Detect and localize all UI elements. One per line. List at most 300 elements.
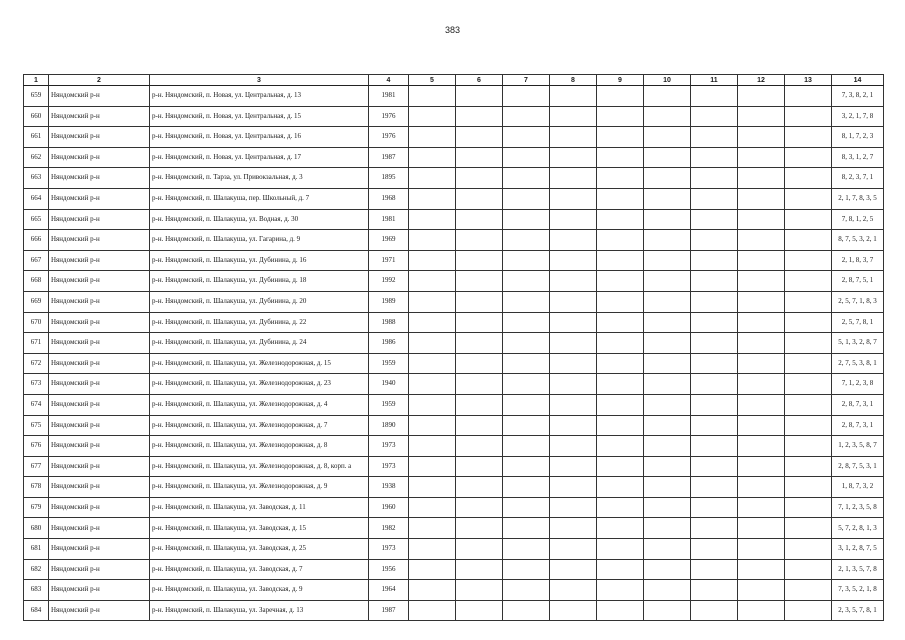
empty-cell-col-11 (691, 518, 738, 539)
empty-cell-col-12 (738, 436, 785, 457)
year-cell: 1938 (369, 477, 409, 498)
address-cell: р-н. Няндомский, п. Шалакуша, ул. Водная, д. 30 (150, 209, 369, 230)
empty-cell-col-5 (409, 271, 456, 292)
code-cell: 2, 8, 7, 3, 1 (832, 415, 884, 436)
district-cell: Няндомский р-н (49, 353, 150, 374)
row-number-cell: 681 (24, 539, 49, 560)
row-number-cell: 672 (24, 353, 49, 374)
empty-cell-col-7 (503, 147, 550, 168)
empty-cell-col-8 (550, 477, 597, 498)
empty-cell-col-10 (644, 559, 691, 580)
empty-cell-col-8 (550, 518, 597, 539)
empty-cell-col-8 (550, 106, 597, 127)
empty-cell-col-9 (597, 353, 644, 374)
empty-cell-col-5 (409, 353, 456, 374)
empty-cell-col-9 (597, 271, 644, 292)
empty-cell-col-6 (456, 456, 503, 477)
empty-cell-col-8 (550, 333, 597, 354)
empty-cell-col-9 (597, 333, 644, 354)
empty-cell-col-8 (550, 539, 597, 560)
year-cell: 1895 (369, 168, 409, 189)
district-cell: Няндомский р-н (49, 580, 150, 601)
table-row (24, 394, 884, 415)
empty-cell-col-9 (597, 230, 644, 251)
district-cell: Няндомский р-н (49, 291, 150, 312)
row-number-cell: 682 (24, 559, 49, 580)
empty-cell-col-8 (550, 456, 597, 477)
year-cell: 1981 (369, 86, 409, 107)
table-row (24, 600, 884, 621)
empty-cell-col-12 (738, 518, 785, 539)
empty-cell-col-8 (550, 559, 597, 580)
column-header-6: 6 (456, 75, 503, 86)
row-number-cell: 675 (24, 415, 49, 436)
empty-cell-col-7 (503, 497, 550, 518)
empty-cell-col-11 (691, 497, 738, 518)
empty-cell-col-5 (409, 436, 456, 457)
year-cell: 1959 (369, 394, 409, 415)
empty-cell-col-11 (691, 209, 738, 230)
code-cell: 8, 3, 1, 2, 7 (832, 147, 884, 168)
district-cell: Няндомский р-н (49, 106, 150, 127)
address-cell: р-н. Няндомский, п. Шалакуша, ул. Железнодорожная, д. 9 (150, 477, 369, 498)
empty-cell-col-5 (409, 188, 456, 209)
address-cell: р-н. Няндомский, п. Шалакуша, ул. Железнодорожная, д. 7 (150, 415, 369, 436)
empty-cell-col-9 (597, 436, 644, 457)
row-number-cell: 676 (24, 436, 49, 457)
empty-cell-col-10 (644, 518, 691, 539)
row-number-cell: 680 (24, 518, 49, 539)
address-cell: р-н. Няндомский, п. Шалакуша, ул. Железнодорожная, д. 23 (150, 374, 369, 395)
empty-cell-col-13 (785, 456, 832, 477)
empty-cell-col-10 (644, 374, 691, 395)
table-row (24, 539, 884, 560)
address-cell: р-н. Няндомский, п. Шалакуша, пер. Школьный, д. 7 (150, 188, 369, 209)
code-cell: 8, 1, 7, 2, 3 (832, 127, 884, 148)
year-cell: 1976 (369, 106, 409, 127)
register-table (23, 74, 884, 621)
empty-cell-col-7 (503, 518, 550, 539)
empty-cell-col-6 (456, 559, 503, 580)
empty-cell-col-10 (644, 86, 691, 107)
code-cell: 3, 2, 1, 7, 8 (832, 106, 884, 127)
empty-cell-col-10 (644, 209, 691, 230)
empty-cell-col-5 (409, 539, 456, 560)
empty-cell-col-6 (456, 106, 503, 127)
empty-cell-col-12 (738, 456, 785, 477)
empty-cell-col-10 (644, 539, 691, 560)
empty-cell-col-11 (691, 436, 738, 457)
empty-cell-col-6 (456, 209, 503, 230)
empty-cell-col-5 (409, 333, 456, 354)
year-cell: 1956 (369, 559, 409, 580)
empty-cell-col-13 (785, 333, 832, 354)
column-header-2: 2 (49, 75, 150, 86)
empty-cell-col-8 (550, 415, 597, 436)
empty-cell-col-12 (738, 86, 785, 107)
empty-cell-col-13 (785, 497, 832, 518)
year-cell: 1973 (369, 539, 409, 560)
table-row (24, 415, 884, 436)
empty-cell-col-11 (691, 188, 738, 209)
empty-cell-col-12 (738, 333, 785, 354)
empty-cell-col-12 (738, 209, 785, 230)
row-number-cell: 664 (24, 188, 49, 209)
code-cell: 2, 5, 7, 1, 8, 3 (832, 291, 884, 312)
empty-cell-col-5 (409, 250, 456, 271)
empty-cell-col-10 (644, 600, 691, 621)
empty-cell-col-11 (691, 250, 738, 271)
empty-cell-col-6 (456, 168, 503, 189)
column-header-10: 10 (644, 75, 691, 86)
empty-cell-col-9 (597, 600, 644, 621)
empty-cell-col-9 (597, 539, 644, 560)
year-cell: 1992 (369, 271, 409, 292)
empty-cell-col-11 (691, 353, 738, 374)
row-number-cell: 678 (24, 477, 49, 498)
year-cell: 1940 (369, 374, 409, 395)
table-body (24, 86, 884, 621)
empty-cell-col-11 (691, 559, 738, 580)
empty-cell-col-8 (550, 250, 597, 271)
empty-cell-col-8 (550, 436, 597, 457)
address-cell: р-н. Няндомский, п. Шалакуша, ул. Железнодорожная, д. 8 (150, 436, 369, 457)
year-cell: 1981 (369, 209, 409, 230)
table-row (24, 477, 884, 498)
empty-cell-col-8 (550, 127, 597, 148)
empty-cell-col-10 (644, 188, 691, 209)
table-row (24, 127, 884, 148)
page-number: 383 (444, 25, 461, 35)
empty-cell-col-12 (738, 415, 785, 436)
empty-cell-col-11 (691, 477, 738, 498)
empty-cell-col-12 (738, 539, 785, 560)
empty-cell-col-10 (644, 291, 691, 312)
empty-cell-col-8 (550, 600, 597, 621)
empty-cell-col-9 (597, 374, 644, 395)
empty-cell-col-13 (785, 477, 832, 498)
district-cell: Няндомский р-н (49, 456, 150, 477)
empty-cell-col-13 (785, 106, 832, 127)
row-number-cell: 662 (24, 147, 49, 168)
table-row (24, 188, 884, 209)
empty-cell-col-5 (409, 518, 456, 539)
empty-cell-col-5 (409, 209, 456, 230)
table-row (24, 147, 884, 168)
year-cell: 1959 (369, 353, 409, 374)
column-header-1: 1 (24, 75, 49, 86)
year-cell: 1987 (369, 600, 409, 621)
code-cell: 2, 8, 7, 5, 1 (832, 271, 884, 292)
empty-cell-col-11 (691, 86, 738, 107)
district-cell: Няндомский р-н (49, 374, 150, 395)
empty-cell-col-7 (503, 86, 550, 107)
year-cell: 1960 (369, 497, 409, 518)
address-cell: р-н. Няндомский, п. Шалакуша, ул. Заводская, д. 25 (150, 539, 369, 560)
empty-cell-col-9 (597, 168, 644, 189)
empty-cell-col-9 (597, 559, 644, 580)
empty-cell-col-8 (550, 312, 597, 333)
column-header-9: 9 (597, 75, 644, 86)
code-cell: 2, 1, 8, 3, 7 (832, 250, 884, 271)
year-cell: 1982 (369, 518, 409, 539)
empty-cell-col-12 (738, 559, 785, 580)
empty-cell-col-7 (503, 209, 550, 230)
empty-cell-col-11 (691, 456, 738, 477)
row-number-cell: 660 (24, 106, 49, 127)
row-number-cell: 669 (24, 291, 49, 312)
empty-cell-col-13 (785, 209, 832, 230)
address-cell: р-н. Няндомский, п. Шалакуша, ул. Дубинина, д. 18 (150, 271, 369, 292)
empty-cell-col-9 (597, 209, 644, 230)
empty-cell-col-13 (785, 250, 832, 271)
empty-cell-col-5 (409, 559, 456, 580)
empty-cell-col-12 (738, 271, 785, 292)
table-row (24, 518, 884, 539)
empty-cell-col-9 (597, 580, 644, 601)
empty-cell-col-8 (550, 374, 597, 395)
code-cell: 8, 7, 5, 3, 2, 1 (832, 230, 884, 251)
address-cell: р-н. Няндомский, п. Новая, ул. Центральная, д. 16 (150, 127, 369, 148)
empty-cell-col-6 (456, 312, 503, 333)
row-number-cell: 668 (24, 271, 49, 292)
year-cell: 1973 (369, 456, 409, 477)
code-cell: 3, 1, 2, 8, 7, 5 (832, 539, 884, 560)
code-cell: 7, 3, 8, 2, 1 (832, 86, 884, 107)
empty-cell-col-9 (597, 147, 644, 168)
table-row (24, 353, 884, 374)
empty-cell-col-11 (691, 147, 738, 168)
empty-cell-col-5 (409, 230, 456, 251)
empty-cell-col-9 (597, 291, 644, 312)
address-cell: р-н. Няндомский, п. Шалакуша, ул. Заводская, д. 15 (150, 518, 369, 539)
empty-cell-col-10 (644, 394, 691, 415)
empty-cell-col-6 (456, 436, 503, 457)
row-number-cell: 684 (24, 600, 49, 621)
empty-cell-col-6 (456, 353, 503, 374)
empty-cell-col-11 (691, 580, 738, 601)
empty-cell-col-5 (409, 127, 456, 148)
year-cell: 1964 (369, 580, 409, 601)
year-cell: 1987 (369, 147, 409, 168)
address-cell: р-н. Няндомский, п. Шалакуша, ул. Дубинина, д. 16 (150, 250, 369, 271)
empty-cell-col-7 (503, 436, 550, 457)
address-cell: р-н. Няндомский, п. Тарза, ул. Привокзальная, д. 3 (150, 168, 369, 189)
empty-cell-col-6 (456, 518, 503, 539)
district-cell: Няндомский р-н (49, 86, 150, 107)
empty-cell-col-12 (738, 580, 785, 601)
empty-cell-col-9 (597, 127, 644, 148)
empty-cell-col-11 (691, 271, 738, 292)
year-cell: 1986 (369, 333, 409, 354)
code-cell: 2, 1, 3, 5, 7, 8 (832, 559, 884, 580)
code-cell: 5, 1, 3, 2, 8, 7 (832, 333, 884, 354)
empty-cell-col-11 (691, 374, 738, 395)
code-cell: 2, 3, 5, 7, 8, 1 (832, 600, 884, 621)
year-cell: 1976 (369, 127, 409, 148)
empty-cell-col-6 (456, 86, 503, 107)
empty-cell-col-12 (738, 250, 785, 271)
empty-cell-col-6 (456, 250, 503, 271)
empty-cell-col-10 (644, 312, 691, 333)
district-cell: Няндомский р-н (49, 147, 150, 168)
empty-cell-col-5 (409, 456, 456, 477)
empty-cell-col-10 (644, 147, 691, 168)
address-cell: р-н. Няндомский, п. Шалакуша, ул. Дубинина, д. 20 (150, 291, 369, 312)
empty-cell-col-5 (409, 168, 456, 189)
table-row (24, 333, 884, 354)
empty-cell-col-8 (550, 86, 597, 107)
empty-cell-col-7 (503, 271, 550, 292)
table-row (24, 559, 884, 580)
empty-cell-col-10 (644, 271, 691, 292)
district-cell: Няндомский р-н (49, 559, 150, 580)
row-number-cell: 673 (24, 374, 49, 395)
code-cell: 2, 7, 5, 3, 8, 1 (832, 353, 884, 374)
table-row (24, 291, 884, 312)
empty-cell-col-12 (738, 312, 785, 333)
row-number-cell: 666 (24, 230, 49, 251)
empty-cell-col-10 (644, 250, 691, 271)
year-cell: 1968 (369, 188, 409, 209)
empty-cell-col-8 (550, 291, 597, 312)
empty-cell-col-6 (456, 127, 503, 148)
empty-cell-col-12 (738, 106, 785, 127)
empty-cell-col-9 (597, 456, 644, 477)
empty-cell-col-7 (503, 580, 550, 601)
empty-cell-col-8 (550, 168, 597, 189)
district-cell: Няндомский р-н (49, 497, 150, 518)
district-cell: Няндомский р-н (49, 518, 150, 539)
district-cell: Няндомский р-н (49, 539, 150, 560)
empty-cell-col-11 (691, 600, 738, 621)
empty-cell-col-6 (456, 271, 503, 292)
year-cell: 1969 (369, 230, 409, 251)
column-header-13: 13 (785, 75, 832, 86)
row-number-cell: 674 (24, 394, 49, 415)
empty-cell-col-12 (738, 127, 785, 148)
empty-cell-col-11 (691, 539, 738, 560)
empty-cell-col-6 (456, 230, 503, 251)
empty-cell-col-13 (785, 312, 832, 333)
table-row (24, 86, 884, 107)
empty-cell-col-8 (550, 394, 597, 415)
district-cell: Няндомский р-н (49, 271, 150, 292)
code-cell: 2, 5, 7, 8, 1 (832, 312, 884, 333)
empty-cell-col-9 (597, 394, 644, 415)
empty-cell-col-13 (785, 271, 832, 292)
district-cell: Няндомский р-н (49, 250, 150, 271)
empty-cell-col-11 (691, 415, 738, 436)
column-header-11: 11 (691, 75, 738, 86)
empty-cell-col-13 (785, 86, 832, 107)
table-row (24, 374, 884, 395)
empty-cell-col-6 (456, 333, 503, 354)
empty-cell-col-10 (644, 456, 691, 477)
address-cell: р-н. Няндомский, п. Новая, ул. Центральная, д. 13 (150, 86, 369, 107)
empty-cell-col-13 (785, 415, 832, 436)
empty-cell-col-13 (785, 147, 832, 168)
code-cell: 2, 8, 7, 5, 3, 1 (832, 456, 884, 477)
empty-cell-col-6 (456, 497, 503, 518)
empty-cell-col-6 (456, 394, 503, 415)
year-cell: 1988 (369, 312, 409, 333)
district-cell: Няндомский р-н (49, 312, 150, 333)
empty-cell-col-9 (597, 86, 644, 107)
empty-cell-col-13 (785, 436, 832, 457)
district-cell: Няндомский р-н (49, 394, 150, 415)
empty-cell-col-7 (503, 168, 550, 189)
empty-cell-col-9 (597, 497, 644, 518)
code-cell: 5, 7, 2, 8, 1, 3 (832, 518, 884, 539)
empty-cell-col-5 (409, 415, 456, 436)
empty-cell-col-9 (597, 312, 644, 333)
empty-cell-col-11 (691, 333, 738, 354)
table-row (24, 580, 884, 601)
empty-cell-col-7 (503, 394, 550, 415)
empty-cell-col-5 (409, 147, 456, 168)
empty-cell-col-13 (785, 127, 832, 148)
column-header-7: 7 (503, 75, 550, 86)
empty-cell-col-10 (644, 477, 691, 498)
empty-cell-col-12 (738, 353, 785, 374)
district-cell: Няндомский р-н (49, 127, 150, 148)
empty-cell-col-10 (644, 168, 691, 189)
empty-cell-col-12 (738, 188, 785, 209)
code-cell: 2, 8, 7, 3, 1 (832, 394, 884, 415)
empty-cell-col-13 (785, 230, 832, 251)
empty-cell-col-5 (409, 497, 456, 518)
row-number-cell: 665 (24, 209, 49, 230)
empty-cell-col-7 (503, 559, 550, 580)
code-cell: 8, 2, 3, 7, 1 (832, 168, 884, 189)
column-header-12: 12 (738, 75, 785, 86)
year-cell: 1973 (369, 436, 409, 457)
empty-cell-col-9 (597, 106, 644, 127)
table-row (24, 436, 884, 457)
empty-cell-col-13 (785, 353, 832, 374)
empty-cell-col-7 (503, 353, 550, 374)
empty-cell-col-11 (691, 106, 738, 127)
empty-cell-col-5 (409, 312, 456, 333)
district-cell: Няндомский р-н (49, 415, 150, 436)
empty-cell-col-12 (738, 230, 785, 251)
empty-cell-col-13 (785, 394, 832, 415)
empty-cell-col-6 (456, 600, 503, 621)
row-number-cell: 679 (24, 497, 49, 518)
table-row (24, 168, 884, 189)
district-cell: Няндомский р-н (49, 209, 150, 230)
empty-cell-col-13 (785, 168, 832, 189)
empty-cell-col-11 (691, 127, 738, 148)
address-cell: р-н. Няндомский, п. Шалакуша, ул. Железнодорожная, д. 15 (150, 353, 369, 374)
empty-cell-col-9 (597, 415, 644, 436)
column-header-4: 4 (369, 75, 409, 86)
code-cell: 7, 1, 2, 3, 8 (832, 374, 884, 395)
empty-cell-col-6 (456, 580, 503, 601)
empty-cell-col-8 (550, 497, 597, 518)
table-header-row (24, 75, 884, 86)
empty-cell-col-13 (785, 580, 832, 601)
empty-cell-col-13 (785, 539, 832, 560)
column-header-5: 5 (409, 75, 456, 86)
district-cell: Няндомский р-н (49, 230, 150, 251)
empty-cell-col-10 (644, 127, 691, 148)
empty-cell-col-13 (785, 559, 832, 580)
empty-cell-col-8 (550, 580, 597, 601)
empty-cell-col-5 (409, 291, 456, 312)
empty-cell-col-13 (785, 518, 832, 539)
